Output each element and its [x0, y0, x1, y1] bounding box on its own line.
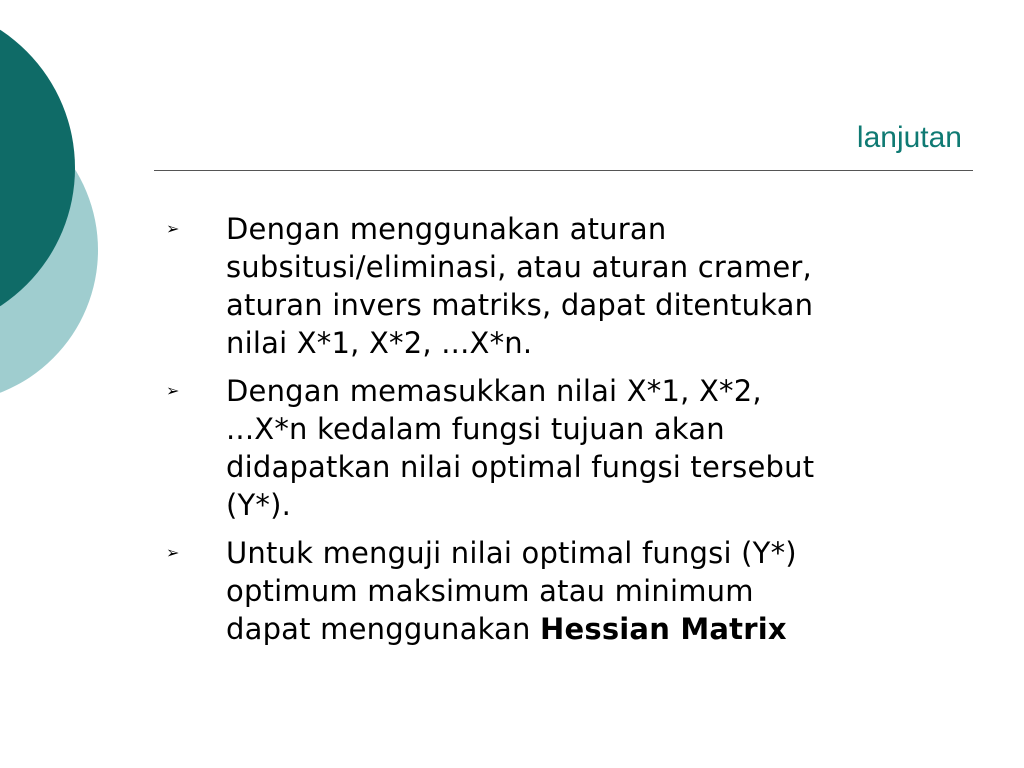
- bullet-item-1: [166, 210, 966, 362]
- bullet-2-line-4: (Y*).: [226, 488, 292, 522]
- bullet-item-3: [166, 534, 966, 648]
- bullet-text-3: [226, 534, 966, 648]
- bullet-list: [166, 210, 966, 658]
- bullet-1-line-4: nilai X*1, X*2, ...X*n.: [226, 326, 533, 360]
- hessian-matrix-term: Hessian Matrix: [540, 612, 787, 646]
- bullet-text-1: [226, 210, 966, 362]
- bullet-1-line-1: Dengan menggunakan aturan: [226, 212, 667, 246]
- bullet-2-line-1: Dengan memasukkan nilai X*1, X*2,: [226, 374, 762, 408]
- decorative-circles: [0, 0, 110, 420]
- bullet-item-2: [166, 372, 966, 524]
- bullet-3-line-1: Untuk menguji nilai optimal fungsi (Y*): [226, 536, 797, 570]
- bullet-2-line-3: didapatkan nilai optimal fungsi tersebut: [226, 450, 815, 484]
- bullet-text-2: [226, 372, 966, 524]
- bullet-1-line-3: aturan invers matriks, dapat ditentukan: [226, 288, 814, 322]
- bullet-3-line-2: optimum maksimum atau minimum: [226, 574, 754, 608]
- bullet-3-line-3-text: dapat menggunakan: [226, 612, 541, 646]
- slide-title: lanjutan: [856, 121, 962, 154]
- bullet-2-line-2: ...X*n kedalam fungsi tujuan akan: [226, 412, 725, 446]
- chevron-right-arrowhead-icon: ➢: [166, 543, 180, 562]
- title-divider: [154, 170, 973, 171]
- bullet-1-line-2: subsitusi/eliminasi, atau aturan cramer,: [226, 250, 812, 284]
- chevron-right-arrowhead-icon: ➢: [166, 381, 180, 400]
- chevron-right-arrowhead-icon: ➢: [166, 219, 180, 238]
- bullet-3-line-3: [226, 610, 966, 648]
